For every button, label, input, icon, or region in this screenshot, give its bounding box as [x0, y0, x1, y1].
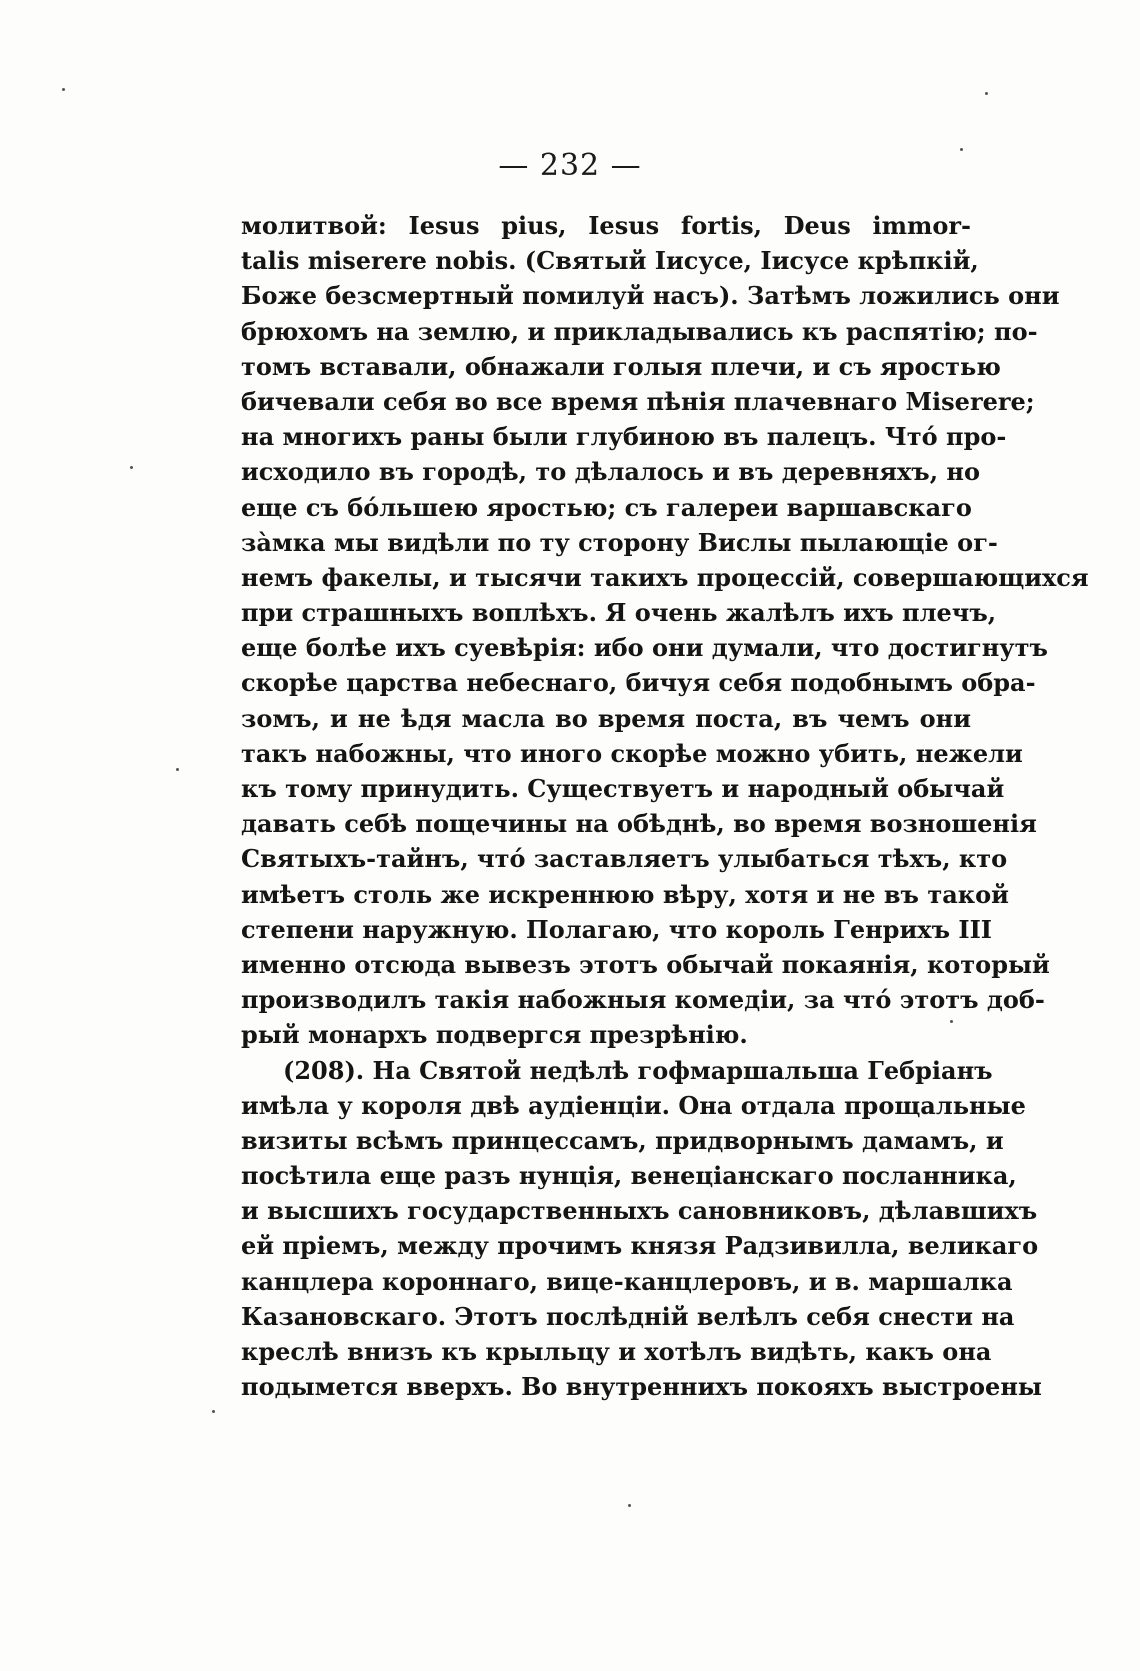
- text-line: немъ факелы, и тысячи такихъ процессій, совершающихся: [241, 562, 1089, 592]
- text-line: зомъ, и не ѣдя масла во время поста, въ чемъ они: [241, 703, 971, 733]
- text-line: брюхомъ на землю, и прикладывались къ распятію; по-: [241, 316, 1038, 346]
- text-line: томъ вставали, обнажали голыя плечи, и съ яростью: [241, 351, 1001, 381]
- scan-speck: [985, 92, 988, 95]
- text-line: степени наружную. Полагаю, что король Генрихъ III: [241, 914, 993, 944]
- text-line: еще болѣе ихъ суевѣрія: ибо они думали, что достигнутъ: [241, 633, 1048, 663]
- text-line: при страшныхъ воплѣхъ. Я очень жалѣлъ ихъ плечъ,: [241, 598, 997, 628]
- paragraph-first-line: (208). На Святой недѣлѣ гофмаршальша Гебріанъ: [283, 1055, 993, 1085]
- text-line: къ тому принудить. Существуетъ и народный обычай: [241, 774, 1005, 803]
- scan-speck: [176, 768, 179, 771]
- text-line: скорѣе царства небеснаго, бичуя себя подобнымъ обра-: [241, 668, 1036, 698]
- text-line: давать себѣ пощечины на обѣднѣ, во время возношенія: [241, 809, 1037, 839]
- text-line: еще съ бóльшею яростью; съ галереи варшавскаго: [241, 492, 972, 522]
- text-line: производилъ такія набожныя комедіи, за чтó этотъ доб-: [241, 985, 1045, 1015]
- text-line: имѣла у короля двѣ аудіенціи. Она отдала прощальные: [241, 1090, 1026, 1120]
- text-line: talis miserere nobis. (Святый Iисусе, Iисусе крѣпкій,: [241, 246, 979, 276]
- scan-speck: [960, 148, 963, 151]
- paragraph-last-line: рый монархъ подвергся презрѣнію.: [241, 1020, 748, 1050]
- body-text: [241, 208, 1089, 1404]
- text-line: ей пріемъ, между прочимъ князя Радзивилла, великаго: [241, 1231, 1039, 1261]
- text-line: исходило въ городѣ, то дѣлалось и въ деревняхъ, но: [241, 457, 980, 487]
- scan-speck: [628, 1504, 631, 1507]
- text-line: имѣетъ столь же искреннюю вѣру, хотя и не въ такой: [241, 879, 1009, 909]
- scan-speck: [62, 88, 65, 91]
- text-line: такъ набожны, что иного скорѣе можно убить, нежели: [241, 738, 1023, 768]
- text-line: посѣтила еще разъ нунція, венеціанскаго посланника,: [241, 1161, 1017, 1191]
- text-line: канцлера короннаго, вице-канцлеровъ, и в. маршалка: [241, 1266, 1013, 1296]
- text-line: Боже безсмертный помилуй насъ). Затѣмъ ложились они: [241, 281, 1060, 311]
- text-line: Казановскаго. Этотъ послѣдній велѣлъ себя снести на: [241, 1301, 1015, 1331]
- text-line: Святыхъ-тайнъ, чтó заставляетъ улыбаться тѣхъ, кто: [241, 844, 1008, 874]
- page-number: — 232 —: [498, 148, 642, 183]
- text-line: подымется вверхъ. Во внутреннихъ покояхъ выстроены: [241, 1372, 1042, 1402]
- scan-speck: [950, 1020, 953, 1023]
- text-line: именно отсюда вывезъ этотъ обычай покаянія, который: [241, 949, 1050, 979]
- scan-speck: [130, 466, 133, 469]
- text-line: молитвой: Iesus pius, Iesus fortis, Deus immor-: [241, 211, 971, 240]
- text-line: и высшихъ государственныхъ сановниковъ, дѣлавшихъ: [241, 1196, 1038, 1226]
- text-line: на многихъ раны были глубиною въ палецъ. Чтó про-: [241, 422, 1007, 452]
- text-line: визиты всѣмъ принцессамъ, придворнымъ дамамъ, и: [241, 1125, 1004, 1155]
- scan-speck: [212, 1410, 215, 1413]
- text-line: креслѣ внизъ къ крыльцу и хотѣлъ видѣть, какъ она: [241, 1337, 992, 1366]
- text-line: бичевали себя во все время пѣнія плачевнаго Miserere;: [241, 386, 1035, 416]
- text-line: зàмка мы видѣли по ту сторону Вислы пылающіе ог-: [241, 527, 998, 557]
